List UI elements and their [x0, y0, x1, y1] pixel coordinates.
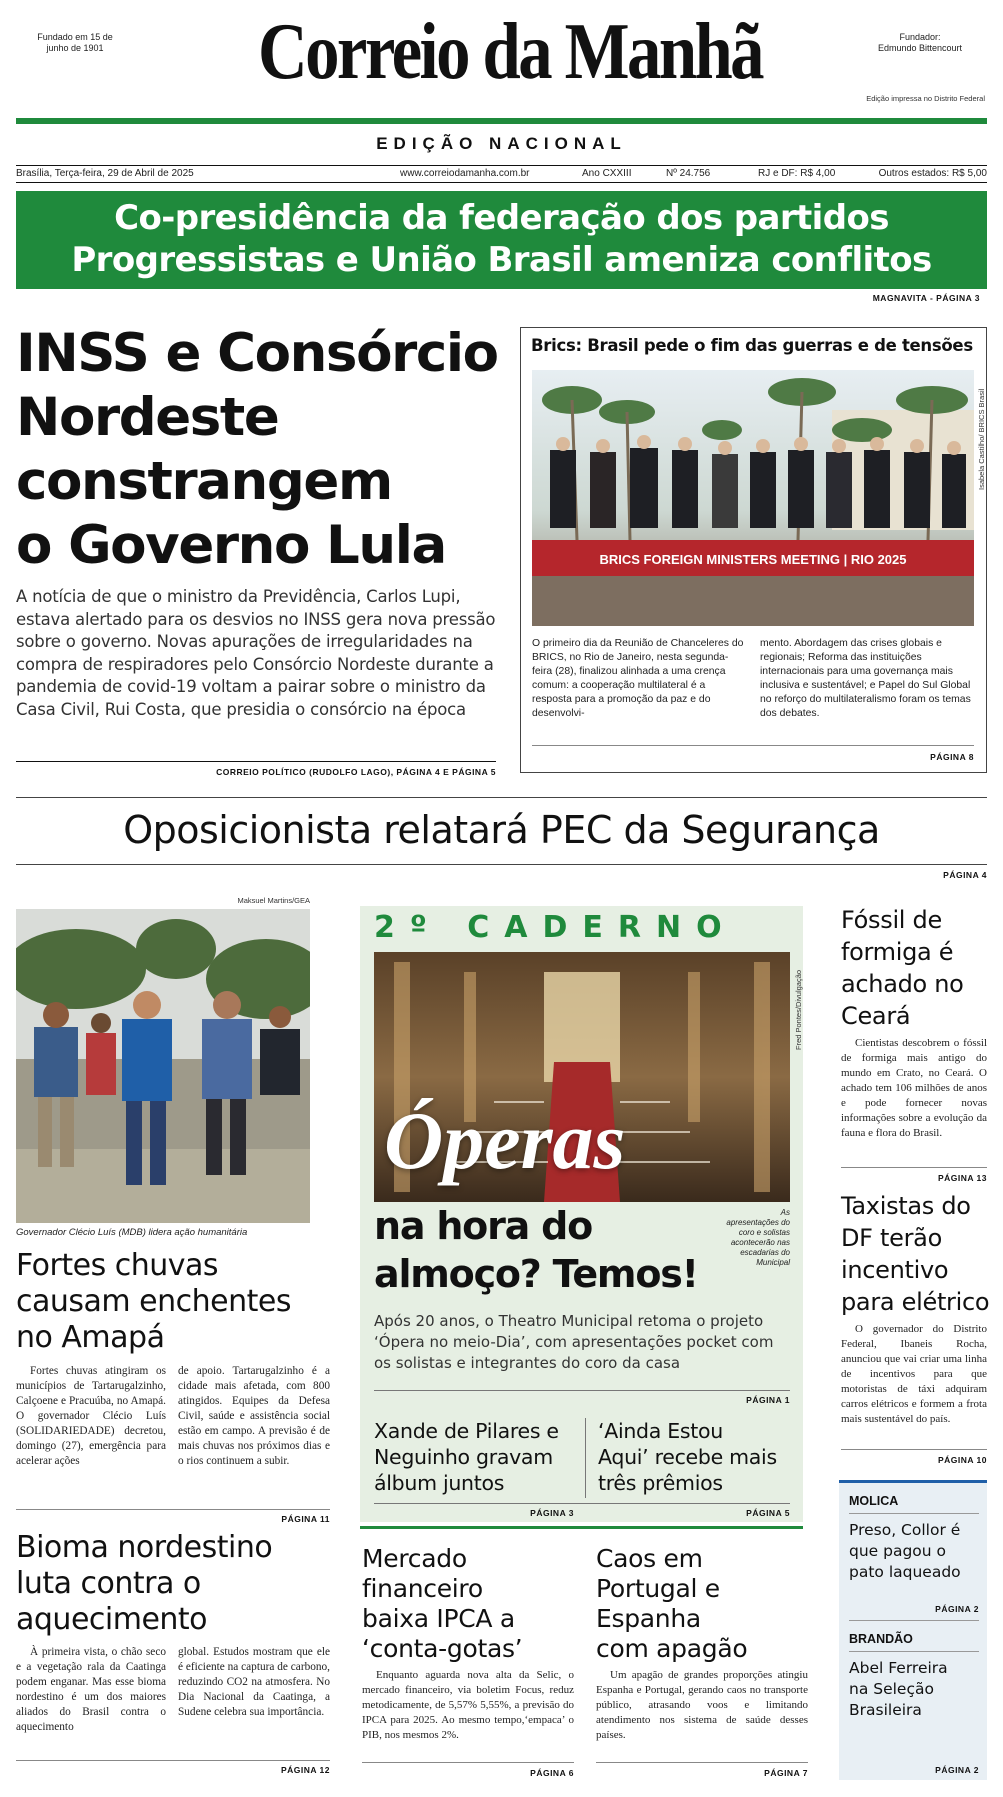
taxistas-headline-line3: incentivo — [841, 1256, 949, 1284]
brandao-label: BRANDÃO — [849, 1632, 913, 1646]
caderno-sub2-ref[interactable]: PÁGINA 5 — [746, 1508, 790, 1518]
fossil-body: Cientistas descobrem o fóssil de formiga mais antigo do mundo em Crato, no Ceará. O achado tem 106 milhões de anos e pode fornecer novas informações sobre a evolução da fauna e flora do Brasil. — [841, 1037, 987, 1139]
amapa-col2: de apoio. Tartarugalzinho é a cidade mais afetada, com 800 atingidos. Equipes da Defesa Civil, saúde e assistência social estão em campo. A previsão é de mais chuvas nos próximos dias e o rios continuem a subir. — [178, 1365, 330, 1467]
caos-body: Um apagão de grandes proporções atingiu Espanha e Portugal, gerando caos no transporte público, atrasando voos e limitando atendimento nos sistema de saúde desses países. — [596, 1669, 808, 1741]
lead-headline-line4: o Governo Lula — [16, 515, 446, 576]
brics-col2: mento. Abordagem das crises globais e regionais; Reforma das instituições internacionais para uma governança mais inclusiva e sustentável; e Papel do Sul Global no reforço do multilateralismo foram os temas dos debates. — [760, 638, 971, 719]
caderno-sub-divider — [585, 1418, 586, 1498]
caderno-sub1-line2: Neguinho gravam — [374, 1445, 553, 1469]
brandao-headline-line1: Abel Ferreira — [849, 1659, 948, 1677]
brics-ref-rule — [532, 745, 974, 746]
amapa-headline[interactable] — [16, 1248, 326, 1356]
amapa-page-ref[interactable]: PÁGINA 11 — [281, 1514, 330, 1524]
molica-headline-line3: pato laqueado — [849, 1563, 961, 1581]
caderno-sub1-line3: álbum juntos — [374, 1471, 505, 1495]
price-df: RJ e DF: R$ 4,00 — [758, 168, 836, 179]
banner-page-ref[interactable]: MAGNAVITA - PÁGINA 3 — [872, 293, 980, 303]
caderno-sub2-line1: ‘Ainda Estou — [598, 1419, 723, 1443]
founder-name: Edmundo Bittencourt — [877, 43, 963, 53]
taxistas-body: O governador do Distrito Federal, Ibaneis Rocha, anunciou que vai criar uma linha de incentivos para que motoristas de táxi adquiram carros elétricos e formem a frota mais sustentável do país. — [841, 1323, 987, 1425]
lead-body: A notícia de que o ministro da Previdência, Carlos Lupi, estava alertado para os desvios no INSS gera nova pressão sobre o governo. Novas apurações de irregularidades na compra de respiradores pelo Consórcio Nordeste durante a pandemia de covid-19 voltam a pairar sobre o ministro da Casa Civil, Rui Costa, que presidia o consórcio na época — [16, 587, 496, 719]
molica-label: MOLICA — [849, 1494, 899, 1508]
brics-col1: O primeiro dia da Reunião de Chanceleres do BRICS, no Rio de Janeiro, nesta segunda-feira (28), finalizou alinhada a uma crença comum: a cooperação multilateral é a resposta para a promoção da paz e do desenvolvi- — [532, 638, 744, 719]
bioma-ref-rule — [16, 1760, 330, 1761]
masthead-green-rule — [16, 118, 987, 124]
fossil-headline-line1: Fóssil de — [841, 906, 942, 934]
mercado-body: Enquanto aguarda nova alta da Selic, o mercado financeiro, via boletim Focus, reduz metodicamente, de 5,57% 5,55%, a previsão do IPCA para 2025. Ao mesmo tempo,‘empaca’ o PIB, nos mesmos 2%. — [362, 1669, 574, 1741]
molica-page-ref[interactable]: PÁGINA 2 — [935, 1604, 979, 1614]
caderno-page-ref[interactable]: PÁGINA 1 — [746, 1395, 790, 1405]
mercado-headline-line4: ‘conta-gotas’ — [362, 1634, 523, 1663]
taxistas-page-ref[interactable]: PÁGINA 10 — [937, 1455, 987, 1465]
molica-headline[interactable] — [849, 1520, 984, 1583]
date-line: Brasília, Terça-feira, 29 de Abril de 2025 — [16, 168, 194, 179]
bioma-page-ref[interactable]: PÁGINA 12 — [280, 1765, 330, 1775]
masthead-title[interactable]: Correio da Manhã — [257, 8, 763, 96]
print-note: Edição impressa no Distrito Federal — [866, 94, 985, 103]
amapa-photo[interactable] — [16, 909, 310, 1223]
bioma-col2: global. Estudos mostram que ele é eficiente na captura de carbono, reduzindo CO2 na atmosfera. No Dia Nacional da Caatinga, a Sudene celebra sua importância. — [178, 1646, 330, 1718]
founder-note — [860, 32, 980, 54]
mercado-page-ref[interactable]: PÁGINA 6 — [530, 1768, 574, 1778]
pec-rule-top — [16, 797, 987, 798]
fossil-headline-line4: Ceará — [841, 1002, 911, 1030]
bioma-headline-line1: Bioma nordestino — [16, 1530, 273, 1565]
caderno-headline[interactable] — [374, 1202, 714, 1298]
brics-page-ref[interactable]: PÁGINA 8 — [930, 752, 974, 762]
caderno-body: Após 20 anos, o Theatro Municipal retoma o projeto ‘Ópera no meio-Dia’, com apresentações pocket com os solistas e integrantes do coro da casa — [374, 1312, 774, 1372]
amapa-photo-credit: Maksuel Martins/GEA — [237, 896, 310, 905]
year-label: Ano CXXIII — [582, 168, 632, 179]
fossil-ref-rule — [841, 1167, 987, 1168]
caderno-sub1-line1: Xande de Pilares e — [374, 1419, 559, 1443]
mercado-headline[interactable] — [362, 1544, 582, 1664]
pec-headline[interactable]: Oposicionista relatará PEC da Segurança — [123, 808, 880, 852]
banner-headline-line2: Progressistas e União Brasil ameniza conflitos — [71, 240, 932, 280]
mercado-headline-line3: baixa IPCA a — [362, 1604, 515, 1633]
pec-page-ref[interactable]: PÁGINA 4 — [943, 870, 987, 880]
lead-headline[interactable] — [16, 322, 516, 578]
taxistas-headline-line2: DF terão — [841, 1224, 942, 1252]
brics-photo-illustration — [532, 370, 974, 626]
caderno-overlay: Óperas — [384, 1095, 626, 1186]
caderno-ref-rule — [374, 1390, 790, 1391]
caderno-sub1-ref[interactable]: PÁGINA 3 — [530, 1508, 574, 1518]
amapa-col1: Fortes chuvas atingiram os municípios de Tartarugalzinho, Calçoene e Pracuúba, no Amapá. O governador Clécio Luís (SOLIDARIEDADE) decretou, domingo (27), emergência para acelerar ações — [16, 1365, 166, 1467]
caos-ref-rule — [596, 1762, 808, 1763]
caos-page-ref[interactable]: PÁGINA 7 — [764, 1768, 808, 1778]
amapa-headline-line1: Fortes chuvas — [16, 1248, 219, 1283]
date-rule-bottom — [16, 182, 987, 183]
lead-ref-rule — [16, 761, 496, 762]
brics-headline[interactable]: Brics: Brasil pede o fim das guerras e de tensões — [531, 336, 973, 355]
fossil-headline[interactable] — [841, 904, 991, 1032]
amapa-headline-line2: causam enchentes — [16, 1284, 291, 1319]
founder-label: Fundador: — [899, 32, 941, 42]
caderno-label[interactable]: 2º CADERNO — [374, 910, 737, 945]
caderno-sub1[interactable] — [374, 1418, 574, 1496]
mercado-ref-rule — [362, 1762, 574, 1763]
brandao-rule — [849, 1651, 979, 1652]
edition-label: EDIÇÃO NACIONAL — [376, 134, 627, 153]
amapa-headline-line3: no Amapá — [16, 1320, 165, 1355]
caderno-side-caption: As apresentações do coro e solistas acontecerão nas escadarias do Municipal — [726, 1208, 790, 1267]
caos-headline[interactable] — [596, 1544, 796, 1664]
mercado-headline-line1: Mercado — [362, 1544, 467, 1573]
amapa-ref-rule — [16, 1509, 330, 1510]
lead-headline-line1: INSS e Consórcio — [16, 323, 498, 384]
issue-number: Nº 24.756 — [666, 168, 711, 179]
website-link[interactable]: www.correiodamanha.com.br — [400, 168, 530, 179]
banner-headline-box[interactable] — [16, 191, 987, 289]
amapa-photo-illustration — [16, 909, 310, 1223]
brics-photo[interactable] — [532, 370, 974, 626]
brics-photo-credit: Isabela Castilho/ BRICS Brasil — [977, 388, 986, 490]
caderno-bottom-rule — [360, 1526, 803, 1529]
molica-headline-line1: Preso, Collor é — [849, 1521, 961, 1539]
taxistas-headline-line1: Taxistas do — [841, 1192, 971, 1220]
fossil-page-ref[interactable]: PÁGINA 13 — [937, 1173, 987, 1183]
banner-headline-line1: Co-presidência da federação dos partidos — [114, 198, 889, 238]
caderno-photo-credit: Fred Pontes/Divulgação — [794, 969, 803, 1050]
pec-rule-bottom — [16, 864, 987, 865]
bioma-headline[interactable] — [16, 1530, 336, 1638]
lead-headline-line2: Nordeste — [16, 387, 279, 448]
caderno-headline-line2: almoço? Temos! — [374, 1252, 698, 1296]
taxistas-ref-rule — [841, 1449, 987, 1450]
brandao-headline-line2: na Seleção — [849, 1680, 934, 1698]
brandao-headline[interactable] — [849, 1658, 984, 1721]
brandao-headline-line3: Brasileira — [849, 1701, 922, 1719]
molica-rule — [849, 1513, 979, 1514]
molica-headline-line2: que pagou o — [849, 1542, 947, 1560]
brics-banner-text: BRICS FOREIGN MINISTERS MEETING | RIO 2025 — [599, 552, 907, 567]
fossil-headline-line2: formiga é — [841, 938, 954, 966]
caderno-sub2-line2: Aqui’ recebe mais — [598, 1445, 777, 1469]
lead-headline-line3: constrangem — [16, 451, 392, 512]
caderno-sub-rule — [374, 1503, 790, 1504]
caos-headline-line4: com apagão — [596, 1634, 748, 1663]
fossil-headline-line3: achado no — [841, 970, 964, 998]
caderno-headline-line1: na hora do — [374, 1204, 593, 1248]
brandao-page-ref[interactable]: PÁGINA 2 — [935, 1765, 979, 1775]
founded-note: Fundado em 15 de junho de 1901 — [37, 32, 113, 53]
bioma-headline-line2: luta contra o — [16, 1566, 201, 1601]
caderno-sub2-line3: três prêmios — [598, 1471, 723, 1495]
bioma-headline-line3: aquecimento — [16, 1602, 208, 1637]
taxistas-headline[interactable] — [841, 1190, 991, 1318]
price-other: Outros estados: R$ 5,00 — [878, 168, 987, 179]
brandao-top-rule — [849, 1620, 979, 1621]
date-rule-top — [16, 165, 987, 166]
taxistas-headline-line4: para elétrico — [841, 1288, 990, 1316]
caderno-sub2[interactable] — [598, 1418, 798, 1496]
amapa-caption: Governador Clécio Luís (MDB) lidera ação humanitária — [16, 1227, 248, 1238]
caos-headline-line3: Espanha — [596, 1604, 701, 1633]
caos-headline-line1: Caos em — [596, 1544, 703, 1573]
mercado-headline-line2: financeiro — [362, 1574, 483, 1603]
lead-page-ref[interactable]: CORREIO POLÍTICO (RUDOLFO LAGO), PÁGINA 4 E PÁGINA 5 — [216, 767, 496, 777]
caos-headline-line2: Portugal e — [596, 1574, 720, 1603]
bioma-col1: À primeira vista, o chão seco e a vegetação rala da Caatinga podem enganar. Mas esse bioma nordestino é um dos maiores aliados do Brasil contra o aquecimento — [16, 1646, 166, 1733]
